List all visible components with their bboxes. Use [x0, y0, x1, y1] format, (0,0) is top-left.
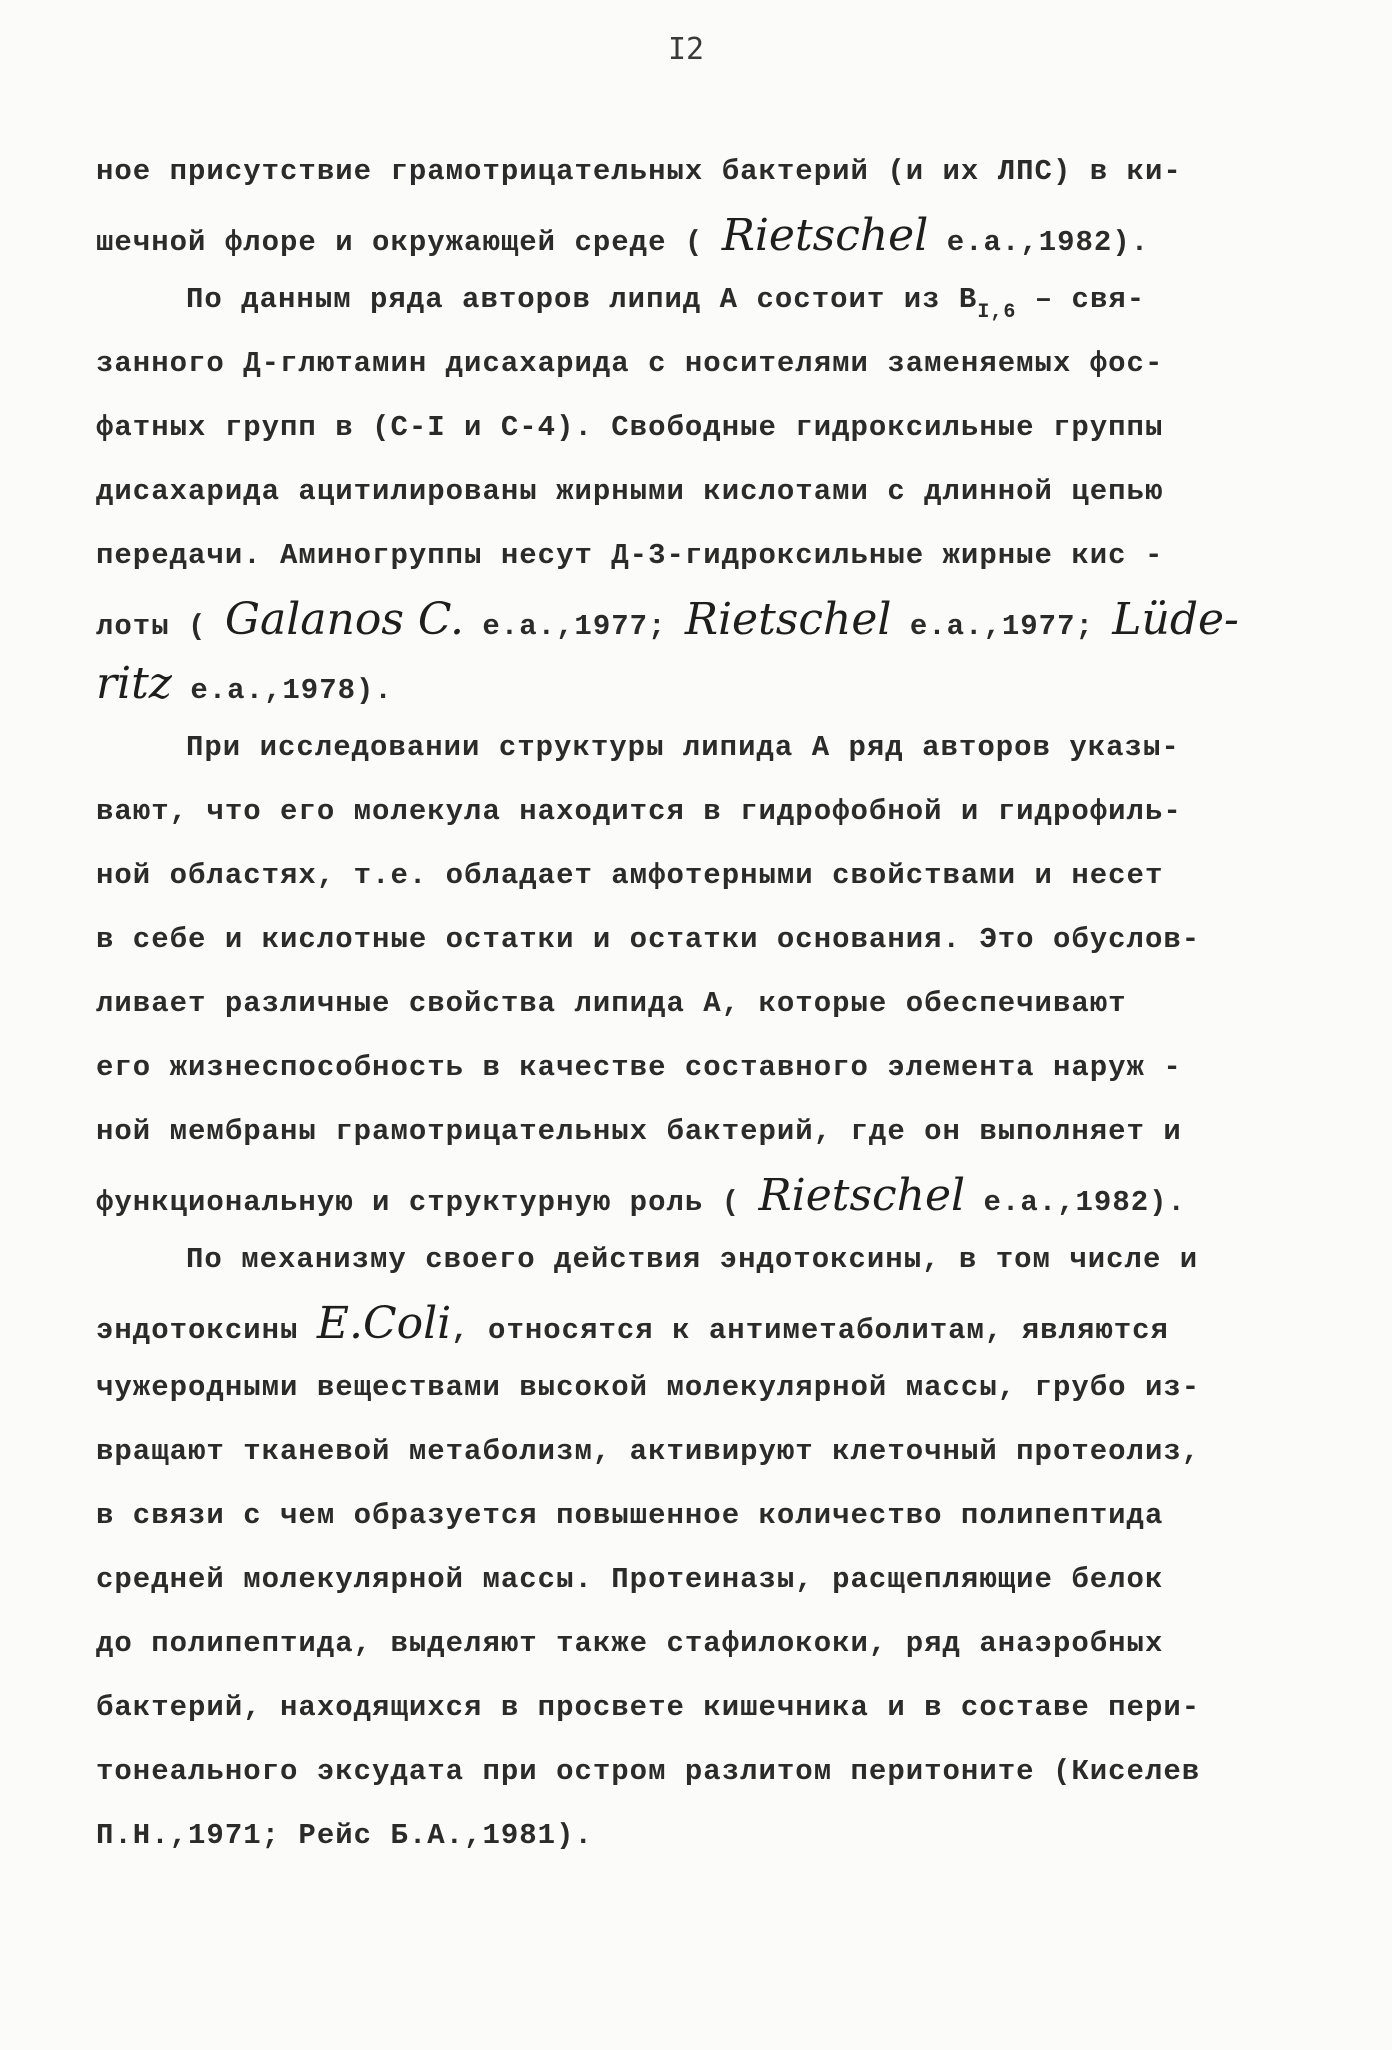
typed-text: лоты ( [96, 610, 225, 643]
typed-text: передачи. Аминогруппы несут Д-3-гидроксильные жирные кис - [96, 539, 1164, 572]
text-line [96, 1676, 1276, 1740]
text-line [96, 268, 1276, 332]
text-line [96, 140, 1276, 204]
typed-text: e.a.,1978). [171, 674, 393, 707]
text-line [96, 652, 1276, 716]
text-line [96, 716, 1276, 780]
typed-text: в себе и кислотные остатки и остатки основания. Это обуслов- [96, 923, 1201, 956]
typed-text: e.a.,1977; [464, 610, 685, 643]
text-line [96, 1484, 1276, 1548]
typed-text: в связи с чем образуется повышенное количество полипептида [96, 1499, 1164, 1532]
body-text [96, 140, 1276, 1868]
handwritten-name: Rietschel [721, 210, 929, 261]
typed-text: e.a.,1982). [965, 1186, 1186, 1219]
typed-text: , относятся к антиметаболитам, являются [451, 1314, 1169, 1347]
text-line [96, 1228, 1276, 1292]
text-line [96, 1612, 1276, 1676]
typed-text: По механизму своего действия эндотоксины, в том числе и [186, 1243, 1199, 1276]
typed-text: e.a.,1977; [891, 610, 1113, 643]
typed-text: П.Н.,1971; Рейс Б.А.,1981). [96, 1819, 593, 1852]
typed-text: эндотоксины [96, 1314, 317, 1347]
text-line [96, 780, 1276, 844]
text-line [96, 1036, 1276, 1100]
typed-text: чужеродными веществами высокой молекулярной массы, грубо из- [96, 1371, 1201, 1404]
typed-text: бактерий, находящихся в просвете кишечника и в составе пери- [96, 1691, 1201, 1724]
typed-text: фатных групп в (С-I и С-4). Свободные гидроксильные группы [96, 411, 1164, 444]
page-number: I2 [667, 32, 705, 67]
typed-text: средней молекулярной массы. Протеиназы, расщепляющие белок [96, 1563, 1164, 1596]
text-line [96, 332, 1276, 396]
text-line [96, 972, 1276, 1036]
typed-text: вают, что его молекула находится в гидрофобной и гидрофиль- [96, 795, 1182, 828]
text-line [96, 1292, 1276, 1356]
text-line [96, 396, 1276, 460]
text-line [96, 1548, 1276, 1612]
text-line [96, 1420, 1276, 1484]
text-line [96, 1100, 1276, 1164]
typed-text: ной областях, т.е. обладает амфотерными свойствами и несет [96, 859, 1164, 892]
typed-text: ное присутствие грамотрицательных бактерий (и их ЛПС) в ки- [96, 155, 1182, 188]
text-line [96, 1356, 1276, 1420]
typed-text: шечной флоре и окружающей среде ( [96, 226, 722, 259]
text-line [96, 204, 1276, 268]
typed-text: занного Д-глютамин дисахарида с носителями заменяемых фос- [96, 347, 1164, 380]
typed-text: ной мембраны грамотрицательных бактерий, где он выполняет и [96, 1115, 1182, 1148]
text-line [96, 1164, 1276, 1228]
typed-text: ливает различные свойства липида А, которые обеспечивают [96, 987, 1127, 1020]
text-line [96, 524, 1276, 588]
typed-text: При исследовании структуры липида А ряд авторов указы- [186, 731, 1180, 764]
subscript: I,6 [977, 301, 1017, 324]
handwritten-name: ritz [96, 658, 172, 709]
text-line [96, 844, 1276, 908]
typed-text: По данным ряда авторов липид А состоит из В [186, 283, 978, 316]
typed-text: дисахарида ацитилированы жирными кислотами с длинной цепью [96, 475, 1164, 508]
handwritten-name: Rietschel [758, 1170, 966, 1221]
typed-text: до полипептида, выделяют также стафилококи, ряд анаэробных [96, 1627, 1164, 1660]
typed-text: – свя- [1016, 283, 1146, 316]
typed-text: его жизнеспособность в качестве составного элемента наруж - [96, 1051, 1182, 1084]
handwritten-name: E.Coli [316, 1298, 452, 1349]
typed-text: функциональную и структурную роль ( [96, 1186, 759, 1219]
handwritten-name: Rietschel [684, 594, 892, 645]
typed-text: e.a.,1982). [928, 226, 1150, 259]
text-line [96, 1740, 1276, 1804]
text-line [96, 460, 1276, 524]
handwritten-name: Galanos C. [224, 594, 464, 645]
text-line [96, 1804, 1276, 1868]
handwritten-name: Lüde- [1112, 594, 1239, 645]
typed-text: вращают тканевой метаболизм, активируют клеточный протеолиз, [96, 1435, 1201, 1468]
typed-text: тонеального эксудата при остром разлитом перитоните (Киселев [96, 1755, 1201, 1788]
text-line [96, 908, 1276, 972]
text-line [96, 588, 1276, 652]
